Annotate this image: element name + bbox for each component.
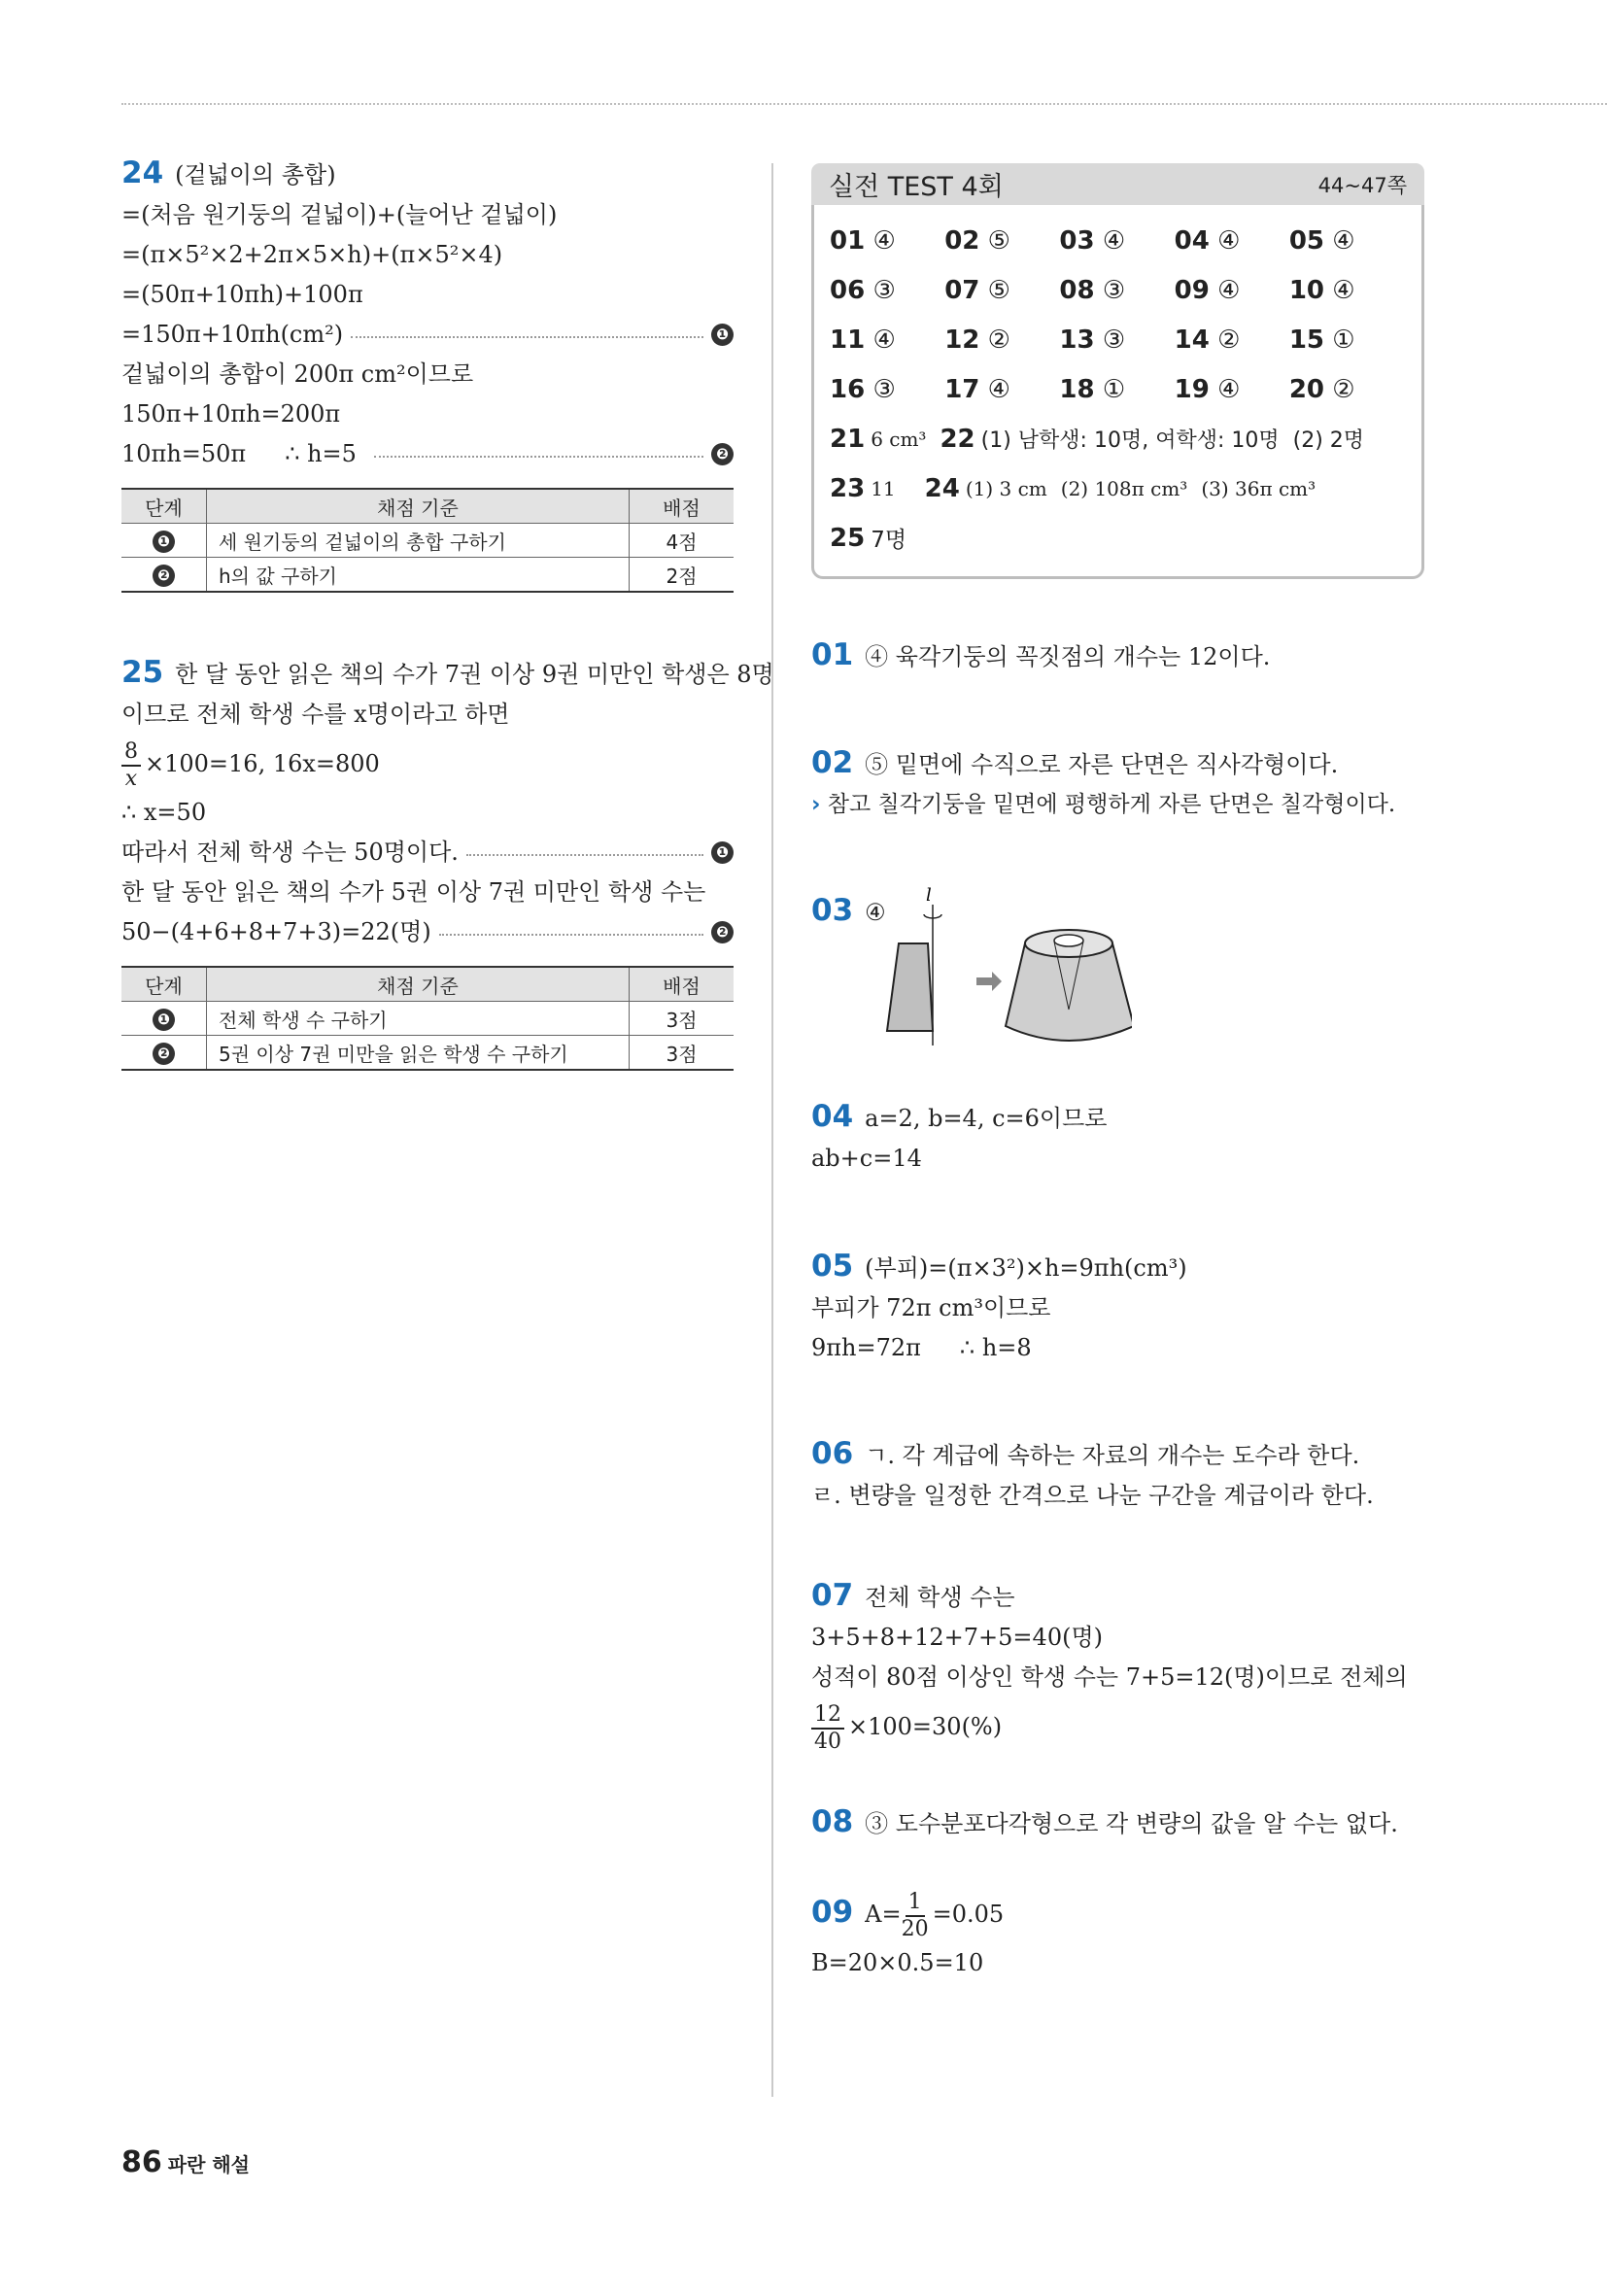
answer-value: 7명 <box>871 528 907 553</box>
question-number: 04 <box>811 1099 854 1134</box>
answer-value: (3) 36π cm³ <box>1201 476 1316 500</box>
solution-line: 한 달 동안 읽은 책의 수가 5권 이상 7권 미만인 학생 수는 <box>121 878 706 906</box>
answer-value: ⑤ <box>987 275 1010 305</box>
step-marker: ❶ <box>153 531 175 553</box>
solution-line: ×100=30(%) <box>848 1713 1003 1740</box>
answer-number: 09 <box>1174 275 1210 305</box>
note-marker-icon: › <box>811 792 821 817</box>
question-number: 01 <box>811 637 854 672</box>
page-label: 파란 해설 <box>167 2153 250 2176</box>
table-cell: 5권 이상 7권 미만을 읽은 학생 수 구하기 <box>207 1036 630 1071</box>
fraction-numerator: 8 <box>121 741 141 767</box>
answer-number: 10 <box>1288 275 1324 305</box>
answer-number: 07 <box>944 275 980 305</box>
answer-value: ④ <box>872 325 896 355</box>
answer-row <box>830 364 1404 414</box>
question-number: 25 <box>121 655 164 690</box>
fraction-numerator: 1 <box>906 1892 925 1917</box>
answer-value: ④ <box>872 225 896 256</box>
solution-09 <box>811 1883 1433 1983</box>
note-line: 참고 칠각기둥을 밑면에 평행하게 자른 단면은 칠각형이다. <box>827 792 1396 817</box>
step-marker-1: ❶ <box>711 841 734 864</box>
answer-value: ② <box>1217 325 1241 355</box>
solution-line: ab+c=14 <box>811 1145 922 1172</box>
solution-04 <box>811 1097 1433 1179</box>
answer-number: 17 <box>944 374 980 404</box>
fraction-denominator: 20 <box>901 1916 929 1941</box>
step-marker: ❷ <box>153 1043 175 1065</box>
leader-dots <box>351 336 703 338</box>
solution-line: 이므로 전체 학생 수를 x명이라고 하면 <box>121 701 510 728</box>
answer-row <box>830 216 1404 265</box>
answer-number: 03 <box>1059 225 1095 256</box>
revolution-solid-diagram <box>879 885 1132 1050</box>
answer-value: ③ <box>872 374 896 404</box>
table-row <box>121 1002 734 1036</box>
solution-01 <box>811 635 1433 677</box>
answer-number: 20 <box>1288 374 1324 404</box>
answer-number: 01 <box>830 225 866 256</box>
question-25 <box>121 653 774 1071</box>
answer-value: (2) 108π cm³ <box>1060 476 1188 500</box>
question-number: 08 <box>811 1804 854 1839</box>
table-cell: 4점 <box>630 524 735 558</box>
answer-value: (1) 3 cm <box>965 476 1047 500</box>
solution-line: 150π+10πh=200π <box>121 400 341 428</box>
solution-line: 10πh=50π <box>121 440 247 467</box>
grading-table <box>121 488 734 593</box>
right-column <box>811 163 1433 1983</box>
answer-value: ④ <box>1217 275 1241 305</box>
table-header: 단계 <box>121 967 207 1002</box>
step-marker-2: ❷ <box>711 443 734 465</box>
solution-line: ㄹ. 변량을 일정한 간격으로 나눈 구간을 계급이라 한다. <box>811 1482 1374 1509</box>
leader-dots <box>374 456 703 458</box>
table-cell: h의 값 구하기 <box>207 558 630 593</box>
answer-number: 11 <box>830 325 866 355</box>
fraction-numerator: 12 <box>811 1704 844 1730</box>
answer-value: (1) 남학생: 10명, 여학생: 10명 <box>980 428 1280 453</box>
question-number: 07 <box>811 1578 854 1613</box>
solution-02 <box>811 743 1433 825</box>
answer-value: ② <box>987 325 1010 355</box>
answer-key-header <box>811 163 1424 205</box>
answer-value: ③ <box>1102 325 1126 355</box>
fraction <box>811 1701 844 1754</box>
answer-number: 02 <box>944 225 980 256</box>
answer-number: 05 <box>1288 225 1324 256</box>
table-header: 배점 <box>630 489 735 524</box>
answer-value: ④ <box>1217 225 1241 256</box>
step-marker-2: ❷ <box>711 921 734 943</box>
solution-line: =150π+10πh(cm²) <box>121 321 344 348</box>
answer-number: 08 <box>1059 275 1095 305</box>
fraction <box>121 738 141 791</box>
table-header: 채점 기준 <box>207 967 630 1002</box>
answer-row <box>830 513 1404 563</box>
page-number: 86 <box>121 2145 162 2179</box>
table-cell: 전체 학생 수 구하기 <box>207 1002 630 1036</box>
solution-line: 50−(4+6+8+7+3)=22(명) <box>121 918 431 945</box>
answer-number: 13 <box>1059 325 1095 355</box>
solution-line: ㄱ. 각 계급에 속하는 자료의 개수는 도수라 한다. <box>865 1442 1360 1469</box>
grading-table <box>121 966 734 1071</box>
answer-number: 12 <box>944 325 980 355</box>
solution-line: ∴ x=50 <box>121 799 207 826</box>
solution-08 <box>811 1802 1433 1844</box>
solution-line: ④ <box>865 899 886 926</box>
solution-line: 한 달 동안 읽은 책의 수가 7권 이상 9권 미만인 학생은 8명 <box>175 661 774 688</box>
fraction-denominator: x <box>124 766 138 791</box>
answer-key-title: 실전 TEST 4회 <box>829 172 1004 202</box>
answer-number: 14 <box>1174 325 1210 355</box>
solution-line: 9πh=72π <box>811 1334 921 1361</box>
answer-value: ④ <box>1332 225 1355 256</box>
solution-line: a=2, b=4, c=6이므로 <box>865 1105 1108 1132</box>
solution-line: ∴ h=8 <box>959 1334 1032 1361</box>
leader-dots <box>439 934 703 936</box>
page-footer <box>121 2145 250 2179</box>
answer-number: 24 <box>924 473 960 503</box>
answer-number: 15 <box>1288 325 1324 355</box>
table-row <box>121 524 734 558</box>
answer-value: ③ <box>1102 275 1126 305</box>
question-24 <box>121 154 734 593</box>
table-cell: 세 원기둥의 겉넓이의 총합 구하기 <box>207 524 630 558</box>
answer-value: 6 cm³ <box>871 427 927 451</box>
left-column <box>121 154 774 1071</box>
solution-line: B=20×0.5=10 <box>811 1949 984 1976</box>
solution-line: 겉넓이의 총합이 200π cm²이므로 <box>121 360 474 388</box>
solution-line: ③ 도수분포다각형으로 각 변량의 값을 알 수는 없다. <box>865 1810 1398 1837</box>
answer-number: 06 <box>830 275 866 305</box>
answer-value: ③ <box>872 275 896 305</box>
answer-number: 04 <box>1174 225 1210 256</box>
solution-line: ⑤ 밑면에 수직으로 자른 단면은 직사각형이다. <box>865 751 1339 778</box>
answer-key-pages: 44~47쪽 <box>1317 173 1407 197</box>
table-row <box>121 558 734 593</box>
solution-06 <box>811 1434 1433 1516</box>
answer-value: ① <box>1332 325 1355 355</box>
answer-row <box>830 315 1404 364</box>
solution-line: =0.05 <box>932 1901 1005 1928</box>
solution-line: A= <box>865 1901 902 1928</box>
answer-number: 22 <box>940 424 975 454</box>
answer-value: ④ <box>1332 275 1355 305</box>
answer-key-box <box>811 163 1424 579</box>
table-cell: 3점 <box>630 1002 735 1036</box>
fraction-denominator: 40 <box>814 1729 841 1754</box>
solution-line: (부피)=(π×3²)×h=9πh(cm³) <box>865 1254 1187 1282</box>
solution-line: ∴ h=5 <box>285 440 357 467</box>
leader-dots <box>466 854 703 856</box>
solution-05 <box>811 1247 1433 1368</box>
answer-value: ⑤ <box>987 225 1010 256</box>
answer-value: ④ <box>1217 374 1241 404</box>
solution-line: 성적이 80점 이상인 학생 수는 7+5=12(명)이므로 전체의 <box>811 1663 1408 1691</box>
answer-number: 25 <box>830 523 866 553</box>
answer-grid <box>814 208 1421 563</box>
answer-number: 19 <box>1174 374 1210 404</box>
question-number: 02 <box>811 745 854 780</box>
answer-row <box>830 414 1404 463</box>
solution-line: 전체 학생 수는 <box>865 1584 1015 1611</box>
question-number: 24 <box>121 155 164 190</box>
answer-row <box>830 265 1404 315</box>
solution-line: =(50π+10πh)+100π <box>121 281 363 308</box>
answer-row <box>830 463 1404 513</box>
solution-line: 3+5+8+12+7+5=40(명) <box>811 1624 1103 1651</box>
answer-value: ④ <box>987 374 1010 404</box>
answer-value: 11 <box>871 476 896 500</box>
answer-value: (2) 2명 <box>1292 428 1365 453</box>
table-header: 단계 <box>121 489 207 524</box>
fraction <box>901 1889 929 1941</box>
step-marker: ❶ <box>153 1009 175 1031</box>
question-number: 06 <box>811 1436 854 1471</box>
answer-number: 18 <box>1059 374 1095 404</box>
table-row <box>121 1036 734 1071</box>
step-marker-1: ❶ <box>711 324 734 346</box>
table-cell: 3점 <box>630 1036 735 1071</box>
solution-line: 부피가 72π cm³이므로 <box>811 1294 1051 1321</box>
solution-line: (겉넓이의 총합) <box>175 161 336 188</box>
solution-07 <box>811 1576 1433 1756</box>
answer-value: ① <box>1102 374 1126 404</box>
answer-value: ② <box>1332 374 1355 404</box>
top-dotted-rule <box>121 103 1607 105</box>
solution-line: =(처음 원기둥의 겉넓이)+(늘어난 겉넓이) <box>121 201 558 228</box>
axis-label: l <box>926 885 932 906</box>
solution-line: ④ 육각기둥의 꼭짓점의 개수는 12이다. <box>865 643 1271 670</box>
table-header: 배점 <box>630 967 735 1002</box>
answer-number: 16 <box>830 374 866 404</box>
solution-line: =(π×5²×2+2π×5×h)+(π×5²×4) <box>121 241 503 268</box>
solution-line: 따라서 전체 학생 수는 50명이다. <box>121 839 459 866</box>
column-divider <box>771 163 773 2097</box>
step-marker: ❷ <box>153 565 175 587</box>
question-number: 03 <box>811 893 854 928</box>
answer-value: ④ <box>1102 225 1126 256</box>
table-header: 채점 기준 <box>207 489 630 524</box>
answer-number: 21 <box>830 424 866 454</box>
answer-number: 23 <box>830 473 866 503</box>
question-number: 09 <box>811 1895 854 1930</box>
solution-03 <box>811 885 1433 1046</box>
table-cell: 2점 <box>630 558 735 593</box>
solution-line: ×100=16, 16x=800 <box>145 750 380 777</box>
question-number: 05 <box>811 1249 854 1284</box>
